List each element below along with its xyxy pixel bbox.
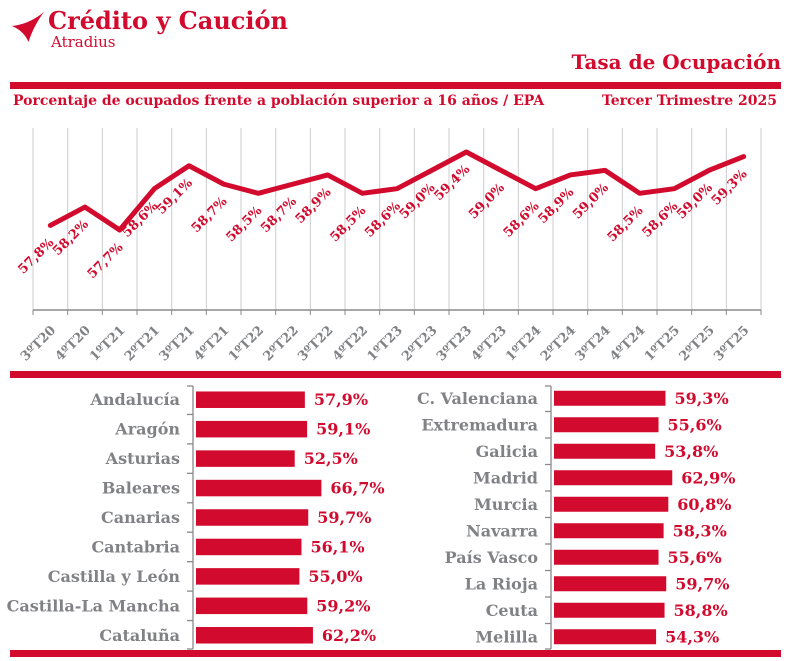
point-value-label: 58,6% (500, 198, 543, 241)
divider-middle (10, 371, 781, 378)
point-value-label: 58,6% (639, 198, 682, 241)
region-label: Galicia (475, 441, 538, 461)
x-axis-label: 4ºT22 (329, 323, 372, 365)
region-bar (196, 627, 313, 644)
region-bar (196, 480, 321, 497)
region-bar (554, 417, 659, 432)
x-axis-label: 2ºT21 (121, 323, 164, 365)
region-value: 58,3% (672, 521, 727, 541)
chart-description: Porcentaje de ocupados frente a población superior a 16 años / EPA (13, 93, 545, 109)
x-axis-label: 4ºT20 (52, 323, 94, 365)
region-value: 58,8% (673, 600, 728, 620)
x-axis-label: 2ºT23 (399, 323, 441, 365)
region-bar (554, 497, 668, 512)
point-value-label: 58,7% (258, 194, 300, 237)
region-bar (554, 391, 665, 406)
region-value: 59,1% (316, 419, 371, 439)
region-bar (196, 450, 295, 467)
x-axis-label: 4ºT23 (468, 323, 510, 365)
divider-top (10, 82, 781, 89)
region-bar (196, 509, 308, 526)
region-label: Asturias (105, 449, 180, 469)
region-label: Aragón (115, 419, 180, 439)
region-value: 52,5% (303, 449, 358, 469)
region-bar (554, 550, 659, 565)
region-value: 59,7% (317, 508, 372, 527)
point-value-label: 59,0% (674, 180, 716, 223)
region-value: 66,7% (330, 478, 385, 498)
region-label: Melilla (475, 627, 538, 647)
region-label: La Rioja (464, 574, 538, 594)
x-axis-label: 1ºT25 (641, 323, 684, 365)
region-label: Ceuta (485, 600, 538, 620)
point-value-label: 58,9% (535, 185, 578, 227)
point-value-label: 58,5% (223, 203, 266, 246)
brand-logo-icon (12, 12, 44, 42)
region-value: 57,9% (313, 390, 369, 410)
region-bar (554, 576, 666, 591)
point-value-label: 59,1% (154, 175, 196, 218)
subtitle-row (13, 93, 777, 109)
point-value-label: 58,6% (119, 198, 162, 241)
regions-bar-chart-left (0, 385, 395, 650)
x-axis-label: 2ºT25 (676, 323, 718, 365)
region-label: Extremadura (421, 415, 538, 435)
divider-bottom (10, 650, 781, 657)
region-bar (196, 421, 307, 438)
region-bar (196, 539, 301, 556)
region-value: 59,7% (675, 574, 730, 594)
region-value: 56,1% (310, 537, 365, 557)
region-value: 62,9% (681, 468, 736, 488)
x-axis-label: 3ºT25 (711, 323, 753, 365)
region-value: 55,6% (667, 415, 722, 435)
region-label: Castilla-La Mancha (6, 596, 180, 616)
point-value-label: 58,7% (188, 194, 231, 237)
region-value: 59,2% (316, 596, 371, 616)
point-value-label: 59,0% (466, 180, 508, 223)
region-bar (554, 523, 664, 538)
region-bar (554, 603, 665, 618)
x-axis-label: 1ºT24 (503, 323, 545, 365)
x-axis-label: 3ºT21 (156, 323, 198, 365)
region-value: 59,3% (674, 388, 729, 408)
point-value-label: 59,0% (570, 180, 612, 223)
region-bar (196, 391, 305, 408)
brand-name: Crédito y Caución (48, 6, 288, 35)
period-label: Tercer Trimestre 2025 (601, 93, 777, 109)
x-axis-label: 2ºT24 (537, 323, 580, 365)
region-bar (196, 598, 307, 615)
region-value: 55,0% (308, 566, 363, 586)
point-value-label: 59,4% (431, 162, 474, 204)
x-axis-label: 4ºT24 (607, 323, 649, 365)
region-value: 55,6% (667, 547, 722, 567)
region-value: 54,3% (665, 627, 720, 647)
point-value-label: 59,3% (708, 166, 751, 209)
region-label: Andalucía (90, 390, 180, 410)
x-axis-label: 3ºT24 (572, 323, 614, 365)
region-label: Navarra (466, 521, 538, 541)
region-label: Murcia (474, 494, 538, 514)
brand-subname: Atradius (51, 33, 116, 51)
point-value-label: 57,8% (15, 235, 58, 278)
region-bar (554, 444, 655, 459)
brand-text (48, 8, 288, 51)
x-axis-label: 1ºT23 (364, 323, 406, 365)
region-label: C. Valenciana (417, 388, 538, 408)
region-value: 60,8% (677, 494, 732, 514)
x-axis-label: 1ºT21 (87, 323, 129, 365)
x-axis-label: 1ºT22 (225, 323, 268, 365)
quarterly-employment-line-chart (0, 115, 790, 365)
region-value: 53,8% (664, 441, 719, 461)
region-label: Cantabria (91, 537, 180, 557)
x-axis-label: 3ºT23 (433, 323, 476, 365)
region-label: Canarias (101, 508, 180, 527)
region-label: Madrid (473, 468, 538, 488)
region-bar (196, 568, 299, 585)
region-label: Baleares (101, 478, 180, 498)
region-bar (554, 629, 656, 644)
point-value-label: 58,9% (292, 185, 335, 227)
page-title: Tasa de Ocupación (571, 50, 781, 74)
point-value-label: 58,5% (604, 203, 647, 246)
brand (12, 8, 288, 51)
x-axis-label: 3ºT22 (295, 323, 337, 365)
point-value-label: 59,0% (396, 180, 439, 223)
point-value-label: 57,7% (84, 240, 127, 282)
x-axis-label: 2ºT22 (260, 323, 302, 365)
region-bar (554, 470, 672, 485)
region-label: Castilla y León (47, 566, 180, 586)
regions-bar-chart-right (395, 385, 790, 650)
region-label: Cataluña (99, 625, 180, 645)
region-label: País Vasco (444, 547, 538, 567)
point-value-label: 58,2% (50, 217, 92, 260)
x-axis-label: 3ºT20 (17, 323, 60, 365)
region-value: 62,2% (321, 625, 377, 645)
x-axis-label: 4ºT21 (191, 323, 233, 365)
point-value-label: 58,6% (362, 198, 404, 241)
point-value-label: 58,5% (327, 203, 370, 246)
